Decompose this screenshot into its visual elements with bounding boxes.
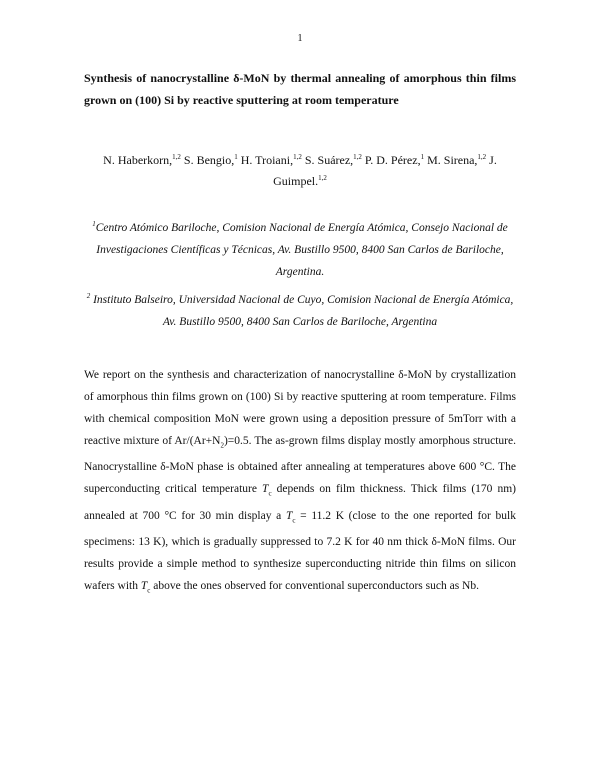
author-list: [90, 148, 510, 190]
critical-temperature-symbol: T: [262, 483, 269, 496]
abstract-text: )=0.5. The as-grown films display mostly amorphous structure. Nanocrystalline δ-MoN phase is obtained after annealing at temperatures above 600 °C. The superconducting critical temperature: [84, 435, 516, 496]
subscript: c: [268, 489, 272, 498]
author-affiliation-mark: 1,2: [172, 153, 181, 161]
affiliation-mark: 2: [86, 292, 91, 300]
author-affiliation-mark: 1: [234, 153, 238, 161]
abstract-text: We report on the synthesis and characterization of nanocrystalline δ-MoN by crystallization of amorphous thin films grown on (100) Si by reactive sputtering at room temperature. Films with chemical composition MoN were grown using a deposition pressure of 5mTorr with a reactive mixture of Ar/(Ar+N: [84, 369, 516, 447]
abstract-text: above the ones observed for conventional superconductors such as Nb.: [150, 579, 479, 592]
subscript: 2: [220, 441, 224, 450]
affiliation-1: [84, 213, 516, 283]
abstract: [84, 364, 516, 601]
affiliation-mark: 1: [92, 220, 96, 228]
author-name: P. D. Pérez,: [364, 153, 421, 167]
author-affiliation-mark: 1,2: [293, 153, 302, 161]
abstract-text: depends on film thickness. Thick films (170 nm) annealed at 700 °C for 30 min display a: [84, 483, 516, 522]
paper-title: Synthesis of nanocrystalline δ-MoN by thermal annealing of amorphous thin films grown on (100) Si by reactive sputtering at room temperature: [84, 71, 516, 107]
author-affiliation-mark: 1,2: [318, 174, 327, 182]
page-number: 1: [297, 33, 303, 44]
author-affiliation-mark: 1: [420, 153, 425, 161]
author-name: J. Guimpel.: [273, 153, 497, 188]
subscript: c: [292, 515, 296, 524]
author-name: S. Suárez,: [304, 153, 354, 167]
author-affiliation-mark: 1,2: [477, 153, 487, 161]
abstract-text: = 11.2 K (close to the one reported for bulk specimens: 13 K), which is gradually suppressed to 7.2 K for 40 nm thick δ-MoN films. Our results provide a simple method to synthesize superconducting nitride thin films on silicon wafers with: [84, 509, 516, 592]
critical-temperature-symbol: T: [140, 579, 148, 592]
author-name: M. Sirena,: [427, 153, 478, 167]
author-name: S. Bengio,: [183, 153, 235, 167]
author-affiliation-mark: 1,2: [353, 153, 362, 161]
affiliation-text: Instituto Balseiro, Universidad Nacional de Cuyo, Comision Nacional de Energía Atómica, Av. Bustillo 9500, 8400 San Carlos de Bariloche, Argentina: [90, 293, 514, 328]
author-name: N. Haberkorn,: [103, 153, 173, 167]
critical-temperature-symbol: T: [285, 509, 293, 522]
author-name: H. Troiani,: [240, 153, 294, 167]
affiliation-text: Centro Atómico Bariloche, Comision Nacional de Energía Atómica, Consejo Nacional de Investigaciones Científicas y Técnicas, Av. Bustillo 9500, 8400 San Carlos de Bariloche, Argentina.: [95, 221, 508, 278]
affiliation-2: [84, 285, 516, 333]
subscript: c: [147, 586, 151, 595]
